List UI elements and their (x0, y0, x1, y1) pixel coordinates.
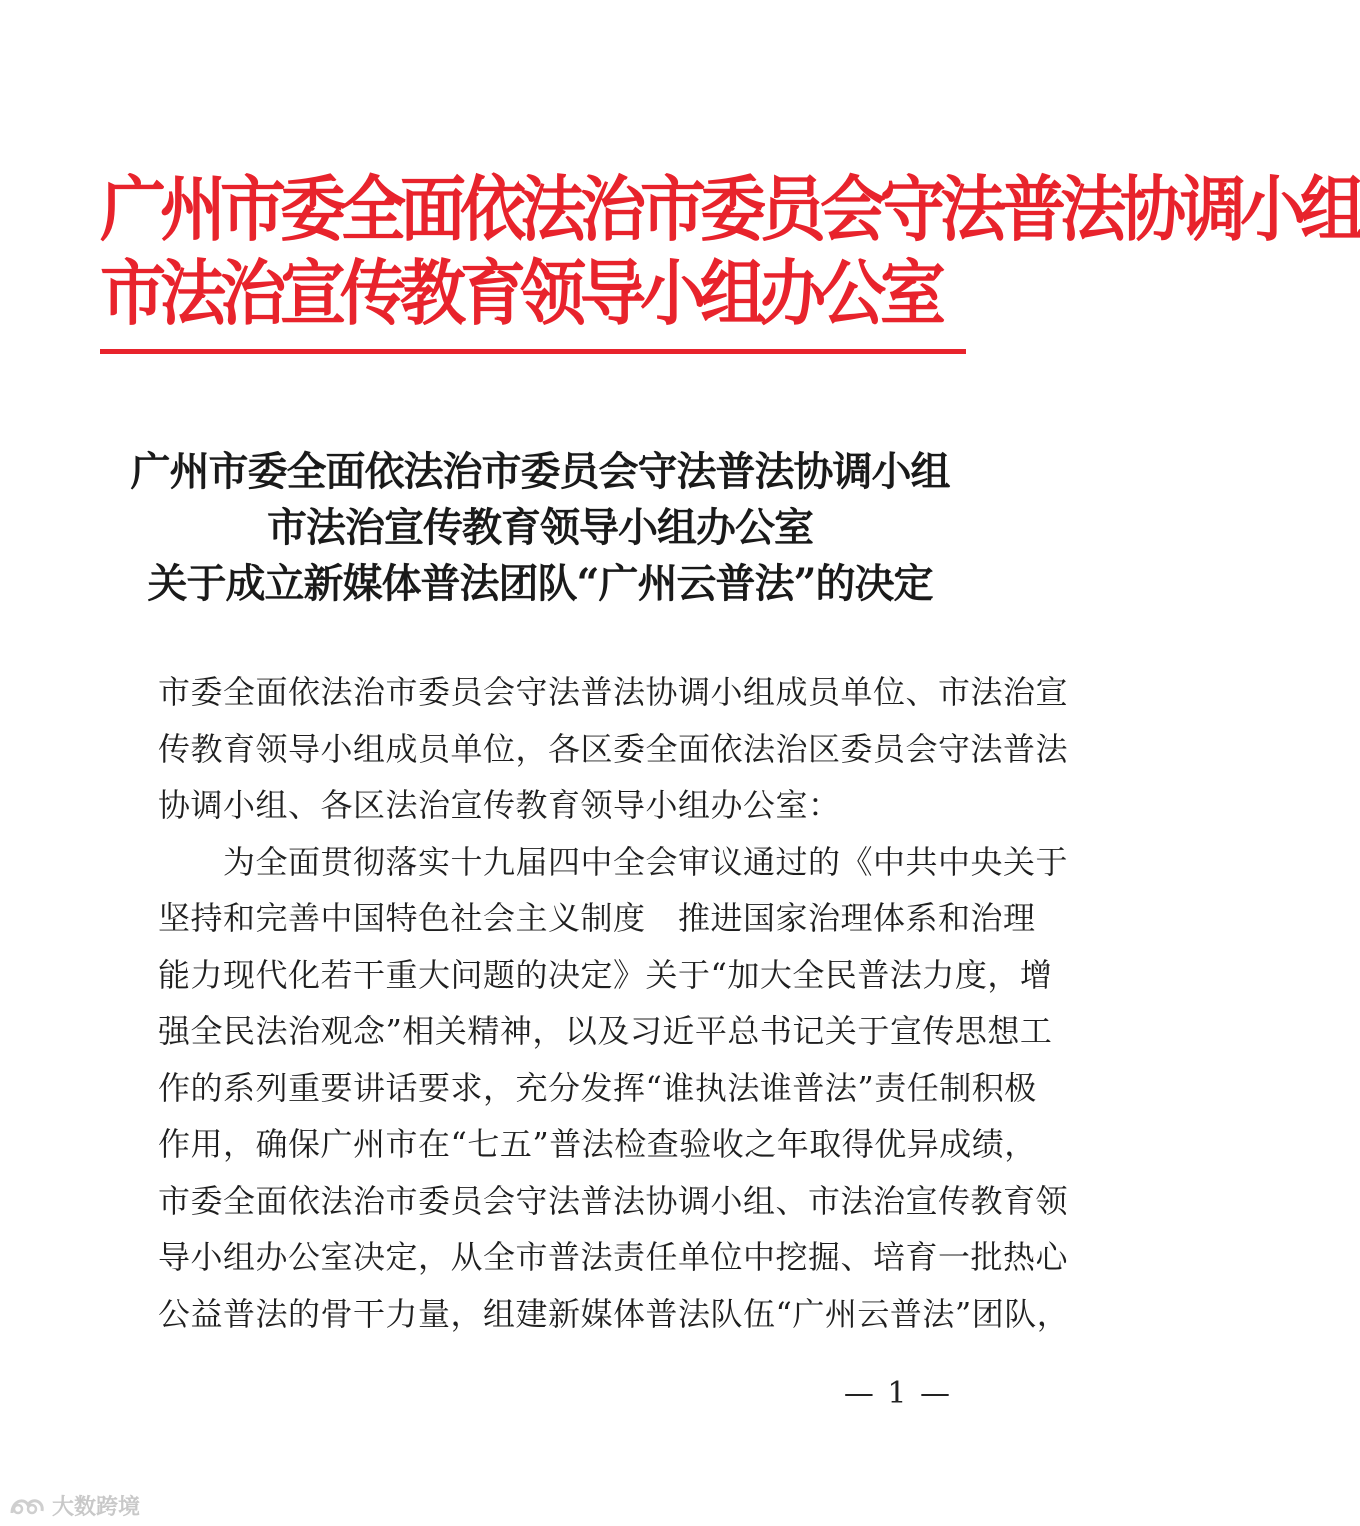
body-text (158, 664, 1070, 1342)
title-line-3: 关于成立新媒体普法团队“广州云普法”的决定 (147, 560, 933, 607)
body-line: 能力现代化若干重大问题的决定》关于“加大全民普法力度，增 (158, 955, 1053, 994)
body-line: 坚持和完善中国特色社会主义制度 推进国家治理体系和治理 (158, 899, 1036, 937)
letterhead-line-1: 广州市委全面依法治市委员会守法普法协调小组 (100, 167, 1360, 252)
body-line: 作的系列重要讲话要求，充分发挥“谁执法谁普法”责任制积极 (158, 1068, 1037, 1107)
body-line: 导小组办公室决定，从全市普法责任单位中挖掘、培育一批热心 (158, 1238, 1069, 1276)
page-number: — 1 — (843, 1376, 952, 1411)
watermark-text: 大数跨境 (52, 1495, 141, 1520)
title-line-2: 市法治宣传教育领导小组办公室 (267, 504, 813, 551)
body-line: 传教育领导小组成员单位，各区委全面依法治区委员会守法普法 (158, 729, 1069, 768)
body-line: 公益普法的骨干力量，组建新媒体普法队伍“广州云普法”团队， (158, 1294, 1070, 1333)
body-line: 作用，确保广州市在“七五”普法检查验收之年取得优异成绩， (158, 1125, 1037, 1163)
body-line: 市委全面依法治市委员会守法普法协调小组、市法治宣传教育领 (158, 1181, 1069, 1220)
title-line-1: 广州市委全面依法治市委员会守法普法协调小组 (130, 448, 950, 495)
logo-icon (8, 1493, 48, 1519)
body-line: 为全面贯彻落实十九届四中全会审议通过的《中共中央关于 (158, 842, 1069, 881)
body-line: 市委全面依法治市委员会守法普法协调小组成员单位、市法治宣 (158, 673, 1069, 711)
body-line: 协调小组、各区法治宣传教育领导小组办公室： (158, 786, 841, 824)
letterhead (100, 167, 1360, 336)
watermark (8, 1490, 140, 1521)
letterhead-red-rule (100, 349, 966, 354)
document-title (100, 444, 980, 612)
body-line: 强全民法治观念”相关精神，以及习近平总书记关于宣传思想工 (158, 1012, 1053, 1050)
letterhead-line-2: 市法治宣传教育领导小组办公室 (100, 251, 940, 336)
